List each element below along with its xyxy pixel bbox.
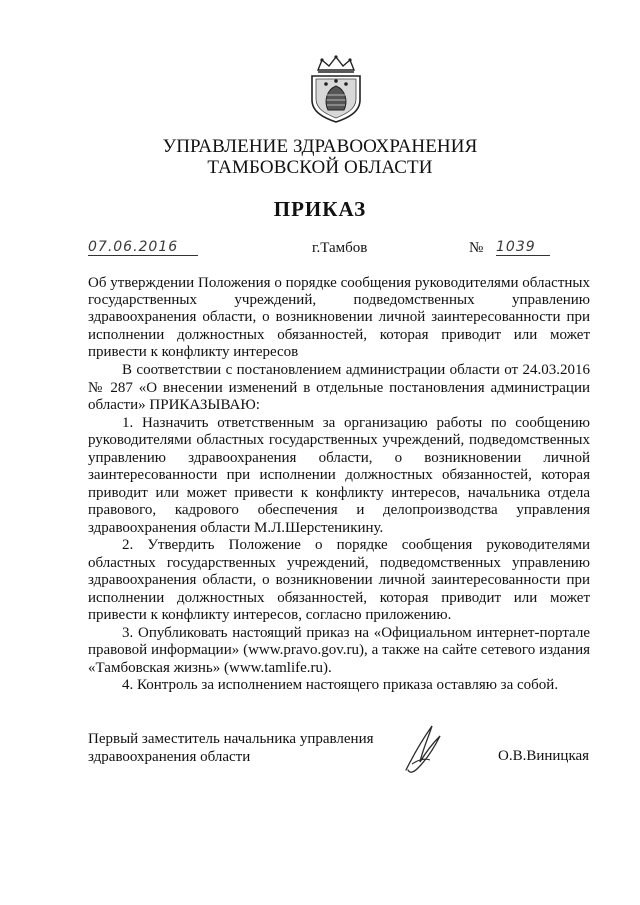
org-name-line1: УПРАВЛЕНИЕ ЗДРАВООХРАНЕНИЯ [162,136,478,157]
position-line2: здравоохранения области [88,748,251,765]
item-4-paragraph: 4. Контроль за исполнением настоящего приказа оставляю за собой. [122,677,559,693]
preamble-paragraph: В соответствии с постановлением администрации области от 24.03.2016 № 287 «О внесении изменений в отдельные постановления администрации области» ПРИКАЗЫВАЮ: [88,362,590,413]
doc-subject: Об утверждении Положения о порядке сообщения руководителями областных государственных учреждений, подведомственных управлению здравоохранения области, о возникновении личной заинтересованности при исполнении должностных обязанностей, которая приводит или может привести к конфликту интересов [88,275,590,360]
org-name-line2: ТАМБОВСКОЙ ОБЛАСТИ [207,157,433,178]
item-3-paragraph: 3. Опубликовать настоящий приказ на «Официальном интернет-портале правовой информации» (www.pravo.gov.ru), а также на сайте сетевого издания «Тамбовская жизнь» (www.tamlife.ru). [88,624,590,676]
doc-type-title: ПРИКАЗ [273,197,367,221]
signatory-name: О.В.Виницкая [498,748,590,764]
doc-city: г.Тамбов [312,240,368,256]
doc-number: 1039 [496,239,550,256]
doc-body [88,362,590,695]
item-1-paragraph: 1. Назначить ответственным за организацию работы по сообщению руководителями областных государственных учреждений, подведомственных управлению здравоохранения области, о возникновении личной заинтересованности при исполнении должностных обязанностей, которая приводит или может привести к конфликту интересов, начальника отдела правового, кадрового обеспечения и делопроизводства управления здравоохранения области М.Л.Шерстеникину. [88,414,590,536]
doc-date: 07.06.2016 [88,239,198,256]
number-sign: № [469,240,484,256]
handwritten-signature [392,718,452,778]
dateline [0,238,640,262]
item-2-paragraph: 2. Утвердить Положение о порядке сообщения руководителями областных государственных учреждений, подведомственных управлению здравоохранения области, о возникновении личной заинтересованности при исполнении должностных обязанностей, которая приводит или может привести к конфликту интересов, согласно приложению. [88,537,590,623]
position-line1: Первый заместитель начальника управления [88,731,374,747]
coat-of-arms-icon [304,54,368,124]
signatory-position [88,731,388,766]
